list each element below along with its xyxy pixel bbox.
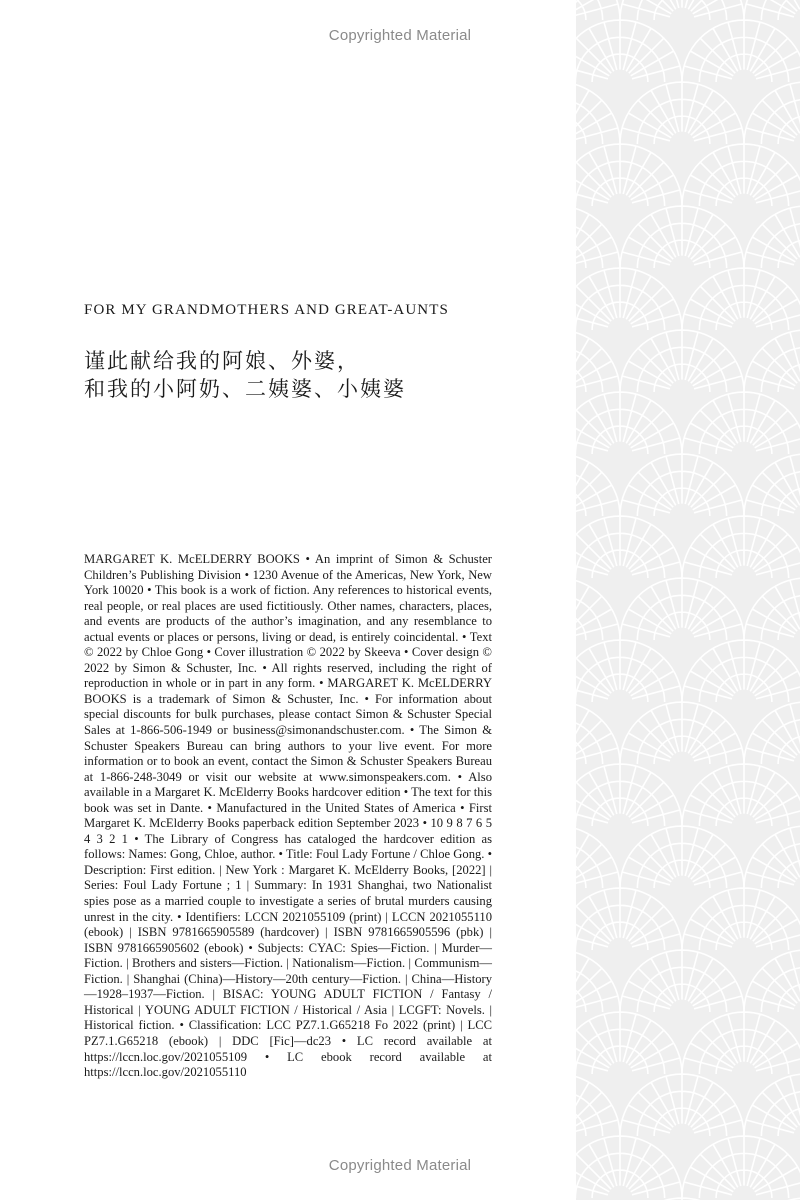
- fan-motif: [744, 206, 800, 268]
- fan-motif: [576, 578, 620, 640]
- fan-motif: [576, 82, 620, 144]
- fan-motif: [682, 392, 800, 454]
- fan-motif: [682, 640, 800, 702]
- fan-motif: [682, 764, 800, 826]
- copyright-watermark-top: Copyrighted Material: [328, 27, 472, 44]
- fan-motif: [576, 950, 620, 1012]
- fan-motif: [576, 268, 682, 330]
- fan-motif: [576, 888, 682, 950]
- fan-motif: [576, 206, 620, 268]
- fan-motif: [682, 1012, 800, 1074]
- fan-motif: [576, 454, 620, 516]
- fan-motif: [744, 330, 800, 392]
- fan-motif: [620, 454, 744, 516]
- fan-motif: [682, 144, 800, 206]
- fan-pattern-graphic: [576, 0, 800, 1200]
- fan-motif: [744, 826, 800, 888]
- fan-motif: [576, 826, 620, 888]
- fan-motif: [576, 0, 620, 20]
- dedication-chinese-line-2: 和我的小阿奶、二姨婆、小姨婆: [84, 377, 406, 401]
- decorative-fan-pattern: [576, 0, 800, 1200]
- copyright-block: MARGARET K. McELDERRY BOOKS • An imprint of Simon & Schuster Children’s Publishing Division • 1230 Avenue of the Americas, New York, New York 10020 • This book is a work of fiction. Any references to historical events, real people, or real places are used fictitiously. Other names, characters, places, and events are products of the author’s imagination, and any resemblance to actual events or places or persons, living or dead, is entirely coincidental. • Text © 2022 by Chloe Gong • Cover illustration © 2022 by Skeeva • Cover design © 2022 by Simon & Schuster, Inc. • All rights reserved, including the right of reproduction in whole or in part in any form. • MARGARET K. McELDERRY BOOKS is a trademark of Simon & Schuster, Inc. • For information about special discounts for bulk purchases, please contact Simon & Schuster Special Sales at 1-866-506-1949 or business@simonandschuster.com. • The Simon & Schuster Speakers Bureau can bring authors to your live event. For more information or to book an event, contact the Simon & Schuster Speakers Bureau at 1-866-248-3049 or visit our website at www.simonspeakers.com. • Also available in a Margaret K. McElderry Books hardcover edition • The text for this book was set in Dante. • Manufactured in the United States of America • First Margaret K. McElderry Books paperback edition September 2023 • 10 9 8 7 6 5 4 3 2 1 • The Library of Congress has cataloged the hardcover edition as follows: Names: Gong, Chloe, author. • Title: Foul Lady Fortune / Chloe Gong. • Description: First edition. | New York : Margaret K. McElderry Books, [2022] | Series: Foul Lady Fortune ; 1 | Summary: In 1931 Shanghai, two Nationalist spies pose as a married couple to investigate a series of brutal murders causing unrest in the city. • Identifiers: LCCN 2021055109 (print) | LCCN 2021055110 (ebook) | ISBN 9781665905589 (hardcover) | ISBN 9781665905596 (pbk) | ISBN 9781665905602 (ebook) • Subjects: CYAC: Spies—Fiction. | Murder—Fiction. | Brothers and sisters—Fiction. | Nationalism—Fiction. | Communism—Fiction. | Shanghai (China)—History—20th century—Fiction. | China—History—1928–1937—Fiction. | BISAC: YOUNG ADULT FICTION / Fantasy / Historical | YOUNG ADULT FICTION / Historical / Asia | LCGFT: Novels. | Historical fiction. • Classification: LCC PZ7.1.G65218 Fo 2022 (print) | LCC PZ7.1.G65218 (ebook) | DDC [Fic]—dc23 • LC record available at https://lccn.loc.gov/2021055109 • LC ebook record available at https://lccn.loc.gov/2021055110: [84, 552, 492, 1080]
- fan-motif: [620, 0, 744, 20]
- fan-motif: [682, 20, 800, 82]
- fan-motif: [620, 950, 744, 1012]
- fan-motif: [576, 20, 682, 82]
- fan-motif: [744, 1074, 800, 1136]
- fan-motif: [620, 702, 744, 764]
- fan-motif: [682, 516, 800, 578]
- fan-motif: [744, 950, 800, 1012]
- fan-motif: [620, 82, 744, 144]
- fan-motif: [576, 1012, 682, 1074]
- dedication-english: FOR MY GRANDMOTHERS AND GREAT-AUNTS: [84, 302, 449, 318]
- fan-motif: [576, 144, 682, 206]
- fan-motif: [576, 392, 682, 454]
- fan-motif: [744, 702, 800, 764]
- fan-motif: [682, 268, 800, 330]
- fan-motif: [620, 206, 744, 268]
- fan-motif: [744, 0, 800, 20]
- fan-motif: [620, 330, 744, 392]
- fan-motif: [576, 702, 620, 764]
- copyright-watermark-bottom: Copyrighted Material: [328, 1157, 472, 1174]
- fan-motif: [682, 888, 800, 950]
- fan-motif: [576, 1074, 620, 1136]
- fan-motif: [576, 516, 682, 578]
- fan-motif: [576, 330, 620, 392]
- fan-motif: [620, 578, 744, 640]
- fan-motif: [682, 1136, 800, 1198]
- fan-motif: [744, 454, 800, 516]
- fan-motif: [744, 82, 800, 144]
- dedication-chinese-line-1: 谨此献给我的阿娘、外婆，: [84, 349, 360, 373]
- fan-motif: [620, 826, 744, 888]
- fan-motif: [576, 640, 682, 702]
- fan-motif: [744, 578, 800, 640]
- fan-motif: [620, 1074, 744, 1136]
- fan-motif: [576, 1136, 682, 1198]
- fan-motif: [576, 764, 682, 826]
